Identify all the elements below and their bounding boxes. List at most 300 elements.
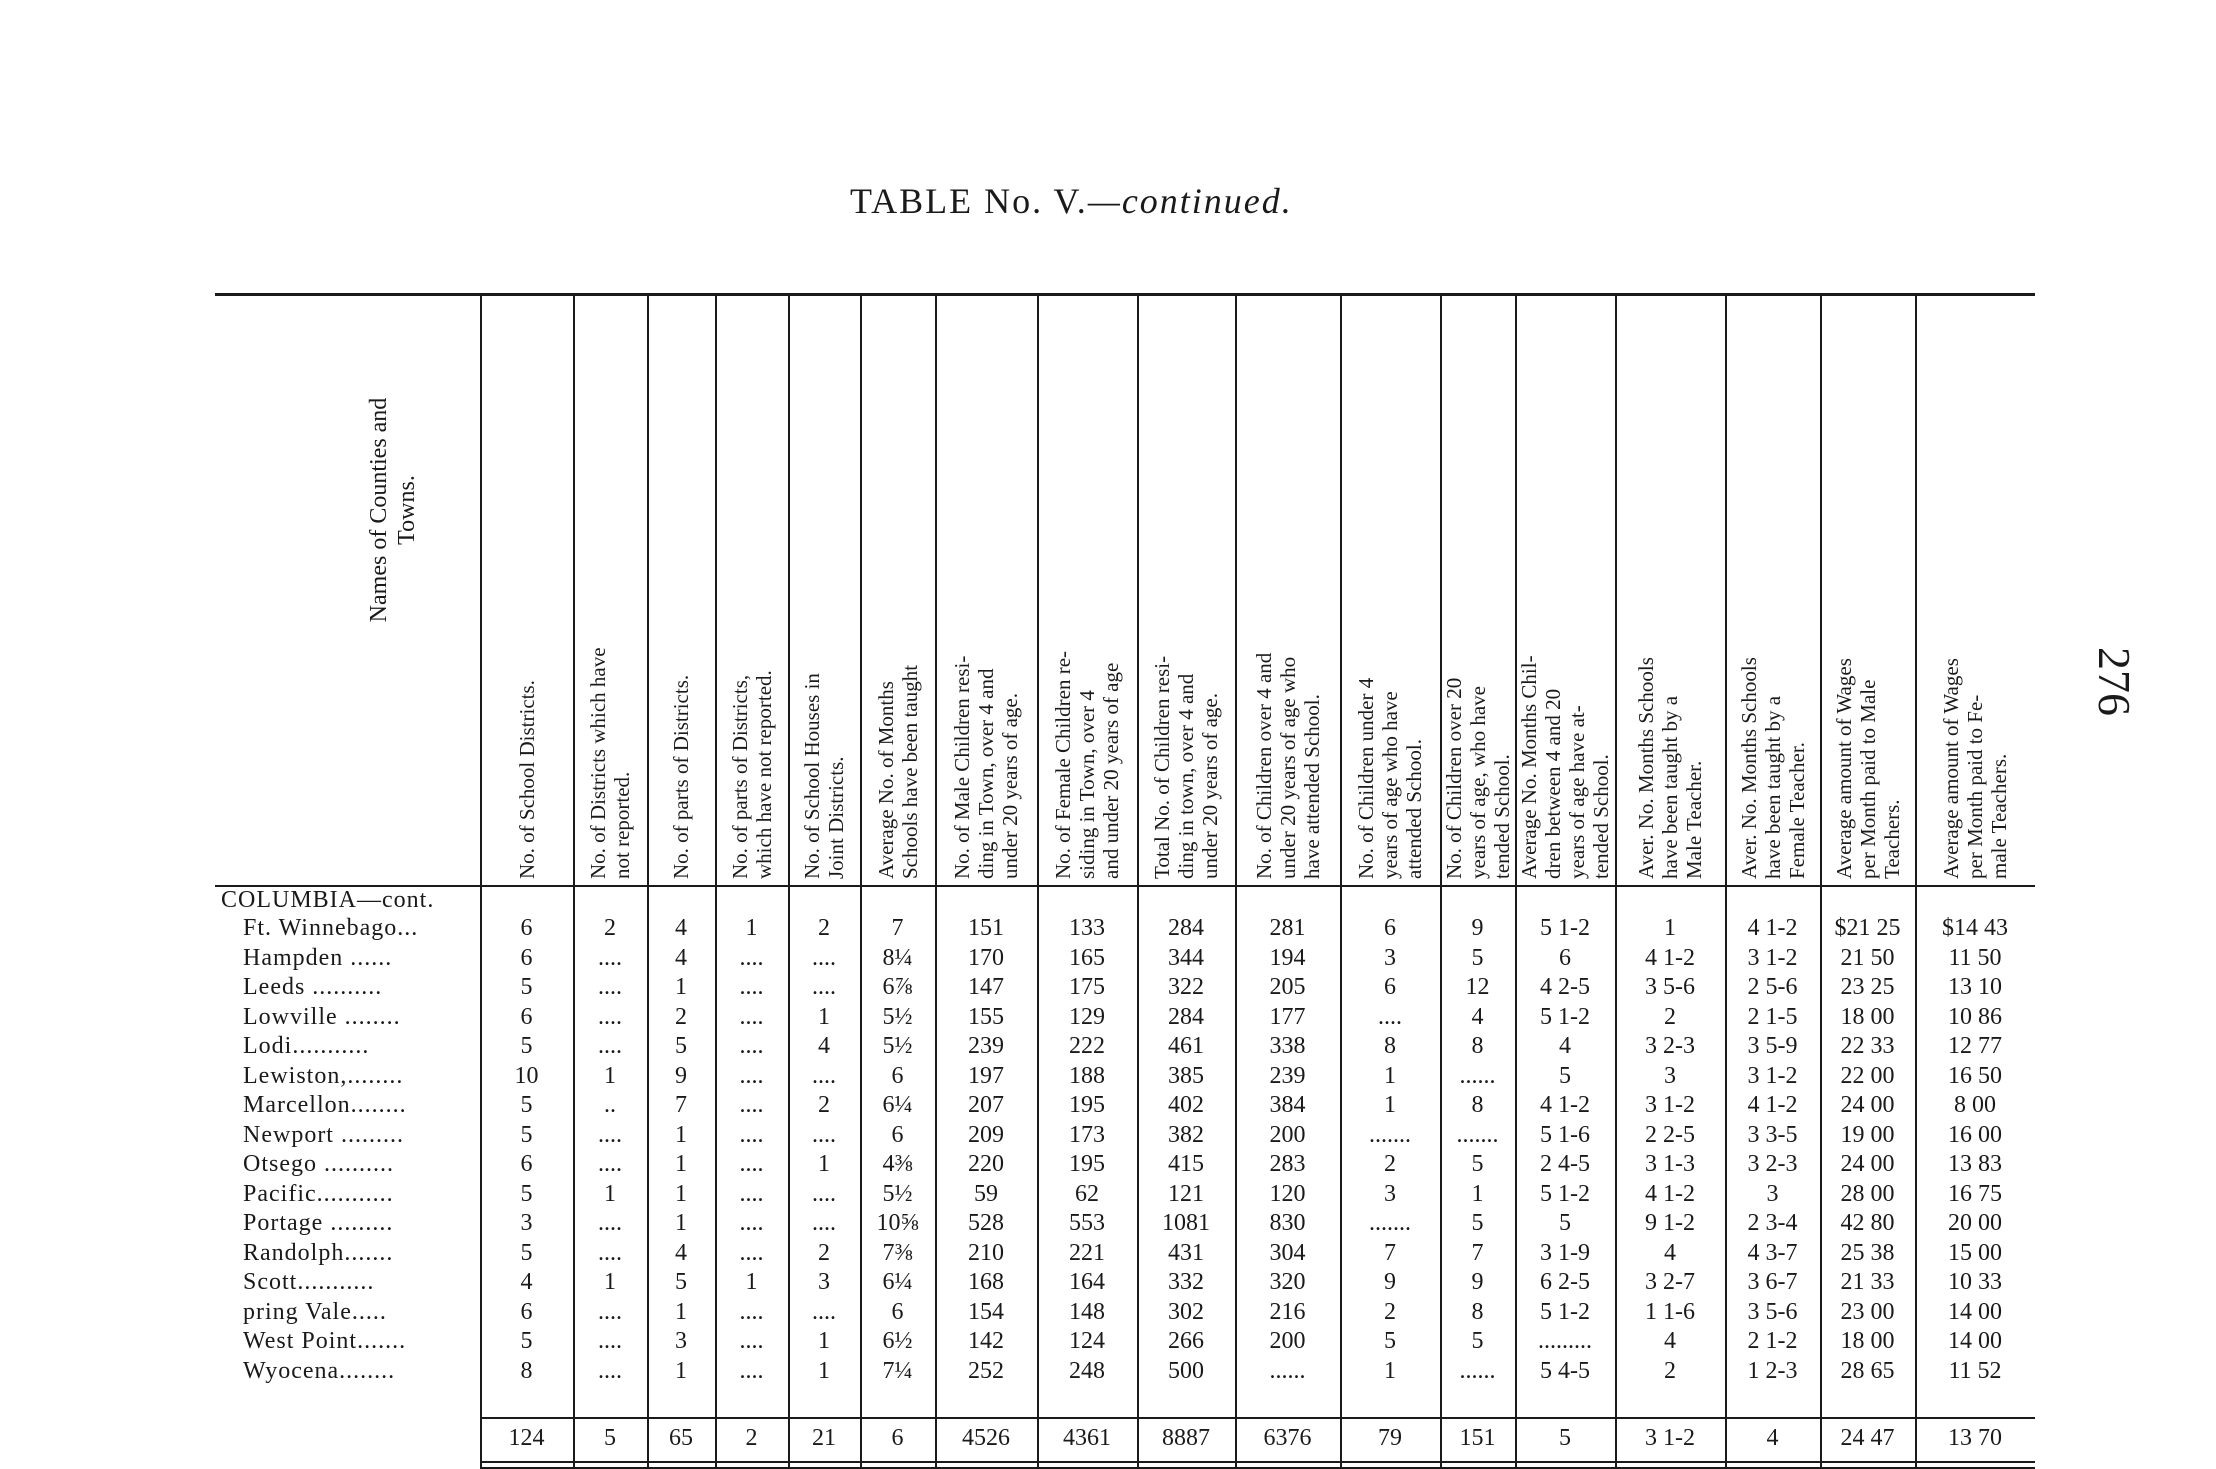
table-cell: 25 38 — [1840, 1239, 1895, 1266]
table-cell: 151 — [968, 915, 1004, 941]
column-header-text: Average amount of Wages per Month paid to Fe- male Teachers. — [1939, 658, 2011, 879]
table-cell: .... — [598, 1121, 622, 1148]
table-cell: 1 — [1384, 1092, 1396, 1118]
table-cell: 5 1-2 — [1540, 1003, 1590, 1030]
table-cell: 2 3-4 — [1747, 1210, 1798, 1236]
table-cell: 528 — [968, 1210, 1004, 1236]
names-header — [215, 295, 480, 885]
table-cell: 4 — [675, 915, 687, 941]
table-cell: .... — [739, 1062, 764, 1089]
table-cell: 338 — [1269, 1033, 1306, 1059]
table-cell: 1 — [818, 1003, 830, 1030]
table-cell: 266 — [1168, 1328, 1204, 1354]
table-cell: 3 — [1384, 1180, 1396, 1207]
table-cell: 16 00 — [1948, 1121, 2002, 1148]
table-cell: 5 — [1559, 1062, 1571, 1089]
table-cell: 124 — [1069, 1328, 1105, 1354]
column-header — [1137, 295, 1235, 885]
table-cell: 3 2-3 — [1747, 1151, 1798, 1177]
column-header-text: Total No. of Children resi- ding in town, over 4 and under 20 years of age. — [1150, 655, 1222, 879]
column-header-text: Average No. of Months Schools have been taught — [873, 664, 922, 879]
table-cell: 385 — [1168, 1062, 1204, 1089]
table-cell: 3 — [818, 1269, 830, 1295]
table-cell: .... — [812, 1121, 836, 1148]
table-cell: 5 — [520, 1033, 533, 1059]
table-cell: 4 1-2 — [1747, 1092, 1798, 1118]
table-cell: 18 00 — [1840, 1003, 1895, 1030]
column-header-text: Aver. No. Months Schools have been taught by a Female Teacher. — [1736, 657, 1809, 879]
table-cell: 6 — [1384, 915, 1396, 941]
table-cell: .... — [739, 1121, 764, 1148]
table-cell: 2 5-6 — [1747, 974, 1798, 1000]
table-cell: 2 — [818, 915, 830, 941]
table-cell: .... — [739, 1298, 764, 1325]
table-rule — [215, 885, 2035, 887]
table-cell: .... — [598, 1003, 622, 1030]
table-cell: 170 — [968, 944, 1004, 971]
table-cell: 415 — [1168, 1151, 1204, 1177]
table-cell: 147 — [968, 974, 1004, 1000]
table-cell: 8 00 — [1954, 1092, 1996, 1118]
table-cell: 1 — [1664, 915, 1676, 941]
table-cell: 6 2-5 — [1540, 1269, 1590, 1295]
table-cell: 284 — [1168, 1003, 1204, 1030]
table-cell: 3 1-2 — [1747, 944, 1798, 971]
table-cell: 3 — [1664, 1062, 1676, 1089]
table-cell: 59 — [974, 1180, 998, 1207]
table-cell: .... — [739, 1328, 764, 1354]
table-cell: 220 — [968, 1151, 1004, 1177]
table-cell: 382 — [1168, 1121, 1204, 1148]
table-cell: 461 — [1168, 1033, 1204, 1059]
table-cell: 384 — [1269, 1092, 1306, 1118]
town-name: Wyocena........ — [243, 1357, 396, 1384]
total-cell: 6376 — [1263, 1425, 1312, 1451]
table-cell: 9 — [1471, 1269, 1484, 1295]
table-cell: 5 — [1471, 1210, 1484, 1236]
table-cell: 402 — [1168, 1092, 1204, 1118]
table-cell: 22 00 — [1840, 1062, 1895, 1089]
table-cell: 4 — [1559, 1033, 1571, 1059]
table-cell: 1 — [675, 974, 687, 1000]
table-cell: 19 00 — [1840, 1121, 1895, 1148]
table-cell: 281 — [1269, 915, 1306, 941]
table-cell: 5 — [520, 1328, 533, 1354]
table-cell: 284 — [1168, 915, 1204, 941]
table-cell: 4 — [675, 944, 687, 971]
table-cell: 4 — [675, 1239, 687, 1266]
table-cell: .... — [739, 1239, 764, 1266]
table-cell: 3 — [520, 1210, 533, 1236]
table-cell: 2 — [1384, 1151, 1396, 1177]
table-cell: 9 — [1471, 915, 1484, 941]
table-cell: 177 — [1269, 1003, 1306, 1030]
table-cell: 6 — [520, 915, 533, 941]
column-header — [1340, 295, 1440, 885]
table-cell: 133 — [1069, 915, 1105, 941]
town-name: Pacific........... — [243, 1180, 394, 1207]
column-header-text: No. of School Districts. — [514, 680, 539, 879]
town-name: Lewiston,........ — [243, 1062, 404, 1089]
table-cell: .... — [739, 974, 764, 1000]
table-cell: 200 — [1269, 1121, 1306, 1148]
table-cell: ....... — [1369, 1210, 1411, 1236]
table-cell: 3 1-9 — [1540, 1239, 1590, 1266]
table-cell: 7 — [1384, 1239, 1396, 1266]
table-cell: .... — [812, 1062, 836, 1089]
table-cell: 194 — [1269, 944, 1306, 971]
total-cell: 24 47 — [1840, 1425, 1895, 1451]
table-cell: 16 50 — [1948, 1062, 2002, 1089]
table-cell: 8 — [1471, 1092, 1484, 1118]
table-cell: 1 — [818, 1357, 830, 1384]
table-cell: 5 — [1471, 944, 1484, 971]
column-header-text: No. of Districts which have not reported. — [586, 647, 634, 879]
table-cell: 10⅝ — [876, 1210, 919, 1236]
table-cell: 5 — [1471, 1328, 1484, 1354]
table-cell: 239 — [968, 1033, 1004, 1059]
table-cell: 3 1-2 — [1747, 1062, 1798, 1089]
table-cell: .... — [598, 1033, 622, 1059]
table-cell: 5 — [675, 1269, 687, 1295]
table-cell: 320 — [1269, 1269, 1306, 1295]
town-name: Ft. Winnebago... — [243, 915, 419, 941]
table-cell: 175 — [1069, 974, 1105, 1000]
table-cell: 4 2-5 — [1540, 974, 1590, 1000]
table-cell: 210 — [968, 1239, 1004, 1266]
table-cell: $21 25 — [1834, 915, 1901, 941]
column-header — [573, 295, 647, 885]
total-cell: 21 — [812, 1425, 836, 1451]
column-header — [480, 295, 573, 885]
table-cell: 154 — [968, 1298, 1004, 1325]
table-cell: 4 1-2 — [1540, 1092, 1590, 1118]
table-cell: 2 — [818, 1239, 830, 1266]
column-header — [788, 295, 860, 885]
table-cell: 195 — [1069, 1092, 1105, 1118]
table-cell: 304 — [1269, 1239, 1306, 1266]
table-cell: 2 — [818, 1092, 830, 1118]
column-header — [1037, 295, 1137, 885]
table-cell: ....... — [1456, 1121, 1499, 1148]
table-cell: 5 — [1559, 1210, 1571, 1236]
table-cell: 6 — [891, 1298, 904, 1325]
table-cell: 4⅜ — [882, 1151, 913, 1177]
table-cell: 20 00 — [1948, 1210, 2002, 1236]
total-cell: 79 — [1378, 1425, 1402, 1451]
table-cell: 8 — [1471, 1298, 1484, 1325]
town-name: Otsego .......... — [243, 1151, 394, 1177]
table-cell: 252 — [968, 1357, 1004, 1384]
table-cell: 2 — [1384, 1298, 1396, 1325]
table-cell: .... — [739, 944, 764, 971]
table-cell: 5 — [520, 974, 533, 1000]
table-cell: 1 — [604, 1062, 616, 1089]
table-cell: 10 86 — [1948, 1003, 2002, 1030]
total-cell: 4 — [1766, 1425, 1779, 1451]
total-cell: 2 — [745, 1425, 758, 1451]
table-cell: .... — [739, 1033, 764, 1059]
table-cell: 431 — [1168, 1239, 1204, 1266]
county-label: COLUMBIA—cont. — [221, 887, 435, 913]
table-cell: 553 — [1069, 1210, 1105, 1236]
table-cell: 2 1-2 — [1747, 1328, 1798, 1354]
column-header-text: No. of parts of Districts. — [669, 674, 693, 879]
table-cell: 121 — [1168, 1180, 1204, 1207]
table-cell: 6⅞ — [882, 974, 913, 1000]
table-cell: 3 6-7 — [1747, 1269, 1798, 1295]
total-cell: 151 — [1459, 1425, 1496, 1451]
table-cell: 344 — [1168, 944, 1204, 971]
table-cell: 168 — [968, 1269, 1004, 1295]
table-cell: 7⅜ — [882, 1239, 913, 1266]
table-cell: 5 — [520, 1180, 533, 1207]
town-name: Portage ......... — [243, 1210, 394, 1236]
table-cell: 42 80 — [1840, 1210, 1895, 1236]
town-name: Leeds .......... — [243, 974, 383, 1000]
table-cell: $14 43 — [1942, 915, 2008, 941]
page-title — [850, 180, 1293, 222]
table-cell: 7 — [1471, 1239, 1484, 1266]
table-cell: 6¼ — [882, 1269, 913, 1295]
table-cell: 500 — [1168, 1357, 1204, 1384]
table-cell: 23 00 — [1840, 1298, 1895, 1325]
table-cell: 142 — [968, 1328, 1004, 1354]
table-cell: 1 — [675, 1121, 687, 1148]
table-cell: 8¼ — [882, 944, 913, 971]
table-cell: 16 75 — [1948, 1180, 2002, 1207]
table-cell: 222 — [1069, 1033, 1105, 1059]
table-cell: 4 — [1471, 1003, 1484, 1030]
table-cell: 3 3-5 — [1747, 1121, 1798, 1148]
table-cell: 155 — [968, 1003, 1004, 1030]
table-cell: 165 — [1069, 944, 1105, 971]
table-cell: 5½ — [882, 1033, 913, 1059]
table-cell: .... — [598, 1328, 622, 1354]
table-cell: 3 — [1766, 1180, 1779, 1207]
table-rule — [480, 1461, 2035, 1463]
table-cell: 21 50 — [1840, 944, 1895, 971]
total-cell: 4361 — [1063, 1425, 1111, 1451]
table-cell: 129 — [1069, 1003, 1105, 1030]
table-cell: 1 — [818, 1151, 830, 1177]
table-cell: 197 — [968, 1062, 1004, 1089]
table-cell: ...... — [1459, 1062, 1496, 1089]
total-cell: 4526 — [962, 1425, 1010, 1451]
table-cell: 14 00 — [1948, 1298, 2002, 1325]
table-cell: 2 2-5 — [1645, 1121, 1695, 1148]
column-header-text: No. of parts of Districts, which have not reported. — [727, 670, 776, 879]
column-header — [647, 295, 715, 885]
total-cell: 5 — [1559, 1425, 1571, 1451]
table-cell: 5 1-2 — [1540, 1298, 1590, 1325]
total-cell: 124 — [508, 1425, 545, 1451]
column-header-text: No. of Female Children re- siding in Town, over 4 and under 20 years of age — [1051, 650, 1123, 879]
table-cell: 1 — [675, 1151, 687, 1177]
table-cell: 207 — [968, 1092, 1004, 1118]
town-name: Marcellon........ — [243, 1092, 407, 1118]
total-cell: 13 70 — [1948, 1425, 2002, 1451]
table-cell: 7¼ — [882, 1357, 913, 1384]
table-cell: .... — [598, 1210, 622, 1236]
table-cell: 2 — [675, 1003, 687, 1030]
table-cell: 14 00 — [1948, 1328, 2002, 1354]
table-cell: 5 — [520, 1092, 533, 1118]
table-cell: 11 50 — [1948, 944, 2002, 971]
table-cell: 164 — [1069, 1269, 1105, 1295]
table-cell: 5 — [1384, 1328, 1396, 1354]
table-rule — [480, 1417, 2035, 1419]
table-cell: 23 25 — [1840, 974, 1895, 1000]
table-cell: 3 5-6 — [1645, 974, 1695, 1000]
table-cell: 200 — [1269, 1328, 1306, 1354]
table-cell: 62 — [1075, 1180, 1099, 1207]
table-cell: 6 — [891, 1062, 904, 1089]
table-cell: .... — [739, 1092, 764, 1118]
column-header — [1235, 295, 1340, 885]
town-name: Scott........... — [243, 1269, 375, 1295]
table-cell: 302 — [1168, 1298, 1204, 1325]
table-cell: .... — [812, 1298, 836, 1325]
table-cell: .... — [598, 1239, 622, 1266]
table-cell: 195 — [1069, 1151, 1105, 1177]
total-cell: 5 — [604, 1425, 616, 1451]
table-cell: 3 1-2 — [1645, 1092, 1695, 1118]
table-cell: 3 2-7 — [1645, 1269, 1695, 1295]
table-cell: 6 — [1559, 944, 1571, 971]
table-cell: 205 — [1269, 974, 1306, 1000]
table-cell: .. — [604, 1092, 616, 1118]
table-cell: 3 1-3 — [1645, 1151, 1695, 1177]
table-cell: 3 — [1384, 944, 1396, 971]
table-cell: 1 — [818, 1328, 830, 1354]
table-cell: 1 2-3 — [1747, 1357, 1798, 1384]
table-cell: 239 — [1269, 1062, 1306, 1089]
table-cell: 8 — [520, 1357, 533, 1384]
table-cell: 1 — [1384, 1062, 1396, 1089]
table-cell: 11 52 — [1948, 1357, 2002, 1384]
total-cell: 3 1-2 — [1645, 1425, 1695, 1451]
town-name: Lodi........... — [243, 1033, 370, 1059]
table-cell: 4 — [1664, 1239, 1676, 1266]
table-cell: .... — [739, 1151, 764, 1177]
table-cell: 120 — [1269, 1180, 1306, 1207]
table-cell: .... — [739, 1357, 764, 1384]
column-header-text: Average No. Months Chil- dren between 4 and 20 years of age have at- tended School. — [1517, 655, 1613, 879]
table-cell: 7 — [891, 915, 904, 941]
table-cell: 3 5-6 — [1747, 1298, 1798, 1325]
table-cell: 4 3-7 — [1747, 1239, 1798, 1266]
table-cell: .... — [598, 944, 622, 971]
table-cell: ...... — [1269, 1357, 1306, 1384]
table-cell: 1 — [675, 1180, 687, 1207]
table-cell: 2 1-5 — [1747, 1003, 1798, 1030]
table-cell: ......... — [1538, 1328, 1592, 1354]
table-cell: 22 33 — [1840, 1033, 1895, 1059]
town-name: Randolph....... — [243, 1239, 394, 1266]
table-cell: 24 00 — [1840, 1151, 1895, 1177]
table-cell: .... — [598, 1298, 622, 1325]
table-cell: .... — [739, 1210, 764, 1236]
column-header — [1915, 295, 2035, 885]
table-cell: 9 1-2 — [1645, 1210, 1695, 1236]
table-cell: 13 83 — [1948, 1151, 2002, 1177]
table-cell: 1 — [745, 1269, 758, 1295]
table-cell: 216 — [1269, 1298, 1306, 1325]
column-header-text: Aver. No. Months Schools have been taught by a Male Teacher. — [1634, 657, 1706, 879]
table-cell: .... — [812, 944, 836, 971]
table-cell: 5½ — [882, 1180, 913, 1207]
names-header-text: Names of Counties and Towns. — [366, 397, 420, 623]
table-cell: 6 — [1384, 974, 1396, 1000]
table-cell: 1 — [675, 1357, 687, 1384]
table-cell: 1 — [604, 1180, 616, 1207]
table-cell: 12 77 — [1948, 1033, 2002, 1059]
table-cell: 5 1-6 — [1540, 1121, 1590, 1148]
table-cell: 4 1-2 — [1747, 915, 1798, 941]
column-header — [1515, 295, 1615, 885]
town-name: Lowville ........ — [243, 1003, 401, 1030]
table-cell: 6½ — [882, 1328, 913, 1354]
table-cell: 28 00 — [1840, 1180, 1895, 1207]
table-cell: 2 — [1664, 1357, 1676, 1384]
table-cell: 6¼ — [882, 1092, 913, 1118]
column-header-text: No. of Children over 4 and under 20 years of age who have attended School. — [1251, 652, 1324, 879]
total-cell: 8887 — [1162, 1425, 1210, 1451]
town-name: Newport ......... — [243, 1121, 404, 1148]
table-cell: .... — [598, 1357, 622, 1384]
table-cell: 2 4-5 — [1540, 1151, 1590, 1177]
town-name: pring Vale..... — [243, 1298, 387, 1325]
column-header-text: Average amount of Wages per Month paid to Male Teachers. — [1831, 658, 1904, 879]
table-cell: 5½ — [882, 1003, 913, 1030]
table-cell: 4 1-2 — [1645, 1180, 1695, 1207]
table-cell: 3 5-9 — [1747, 1033, 1798, 1059]
table-cell: ...... — [1459, 1357, 1496, 1384]
title-continued: —continued. — [1087, 181, 1293, 221]
table-cell: 4 — [520, 1269, 533, 1295]
town-name: Hampden ...... — [243, 944, 393, 971]
table-cell: 6 — [520, 1298, 533, 1325]
table-cell: 1 1-6 — [1645, 1298, 1695, 1325]
page-number: 276 — [2089, 647, 2140, 716]
table-cell: 1081 — [1162, 1210, 1210, 1236]
table-cell: 6 — [520, 944, 533, 971]
table-cell: .... — [598, 1151, 622, 1177]
table-cell: 332 — [1168, 1269, 1204, 1295]
data-table — [215, 255, 2045, 1451]
table-cell: 24 00 — [1840, 1092, 1895, 1118]
town-name: West Point....... — [243, 1328, 407, 1354]
column-header-text: No. of Male Children resi- ding in Town, over 4 and under 20 years of age. — [950, 655, 1022, 879]
column-header-text: No. of School Houses in Joint Districts. — [800, 673, 848, 879]
column-header — [1440, 295, 1515, 885]
table-cell: 21 33 — [1840, 1269, 1895, 1295]
table-cell: 3 2-3 — [1645, 1033, 1695, 1059]
table-cell: 1 — [1471, 1180, 1484, 1207]
table-cell: 283 — [1269, 1151, 1306, 1177]
table-cell: 7 — [675, 1092, 687, 1118]
total-cell: 6 — [891, 1425, 904, 1451]
table-cell: 5 — [520, 1239, 533, 1266]
table-cell: 248 — [1069, 1357, 1105, 1384]
table-cell: 2 — [1664, 1003, 1676, 1030]
column-header — [1725, 295, 1820, 885]
table-cell: 2 — [604, 915, 616, 941]
table-cell: 15 00 — [1948, 1239, 2002, 1266]
table-cell: 4 — [818, 1033, 830, 1059]
table-cell: 12 — [1465, 974, 1490, 1000]
